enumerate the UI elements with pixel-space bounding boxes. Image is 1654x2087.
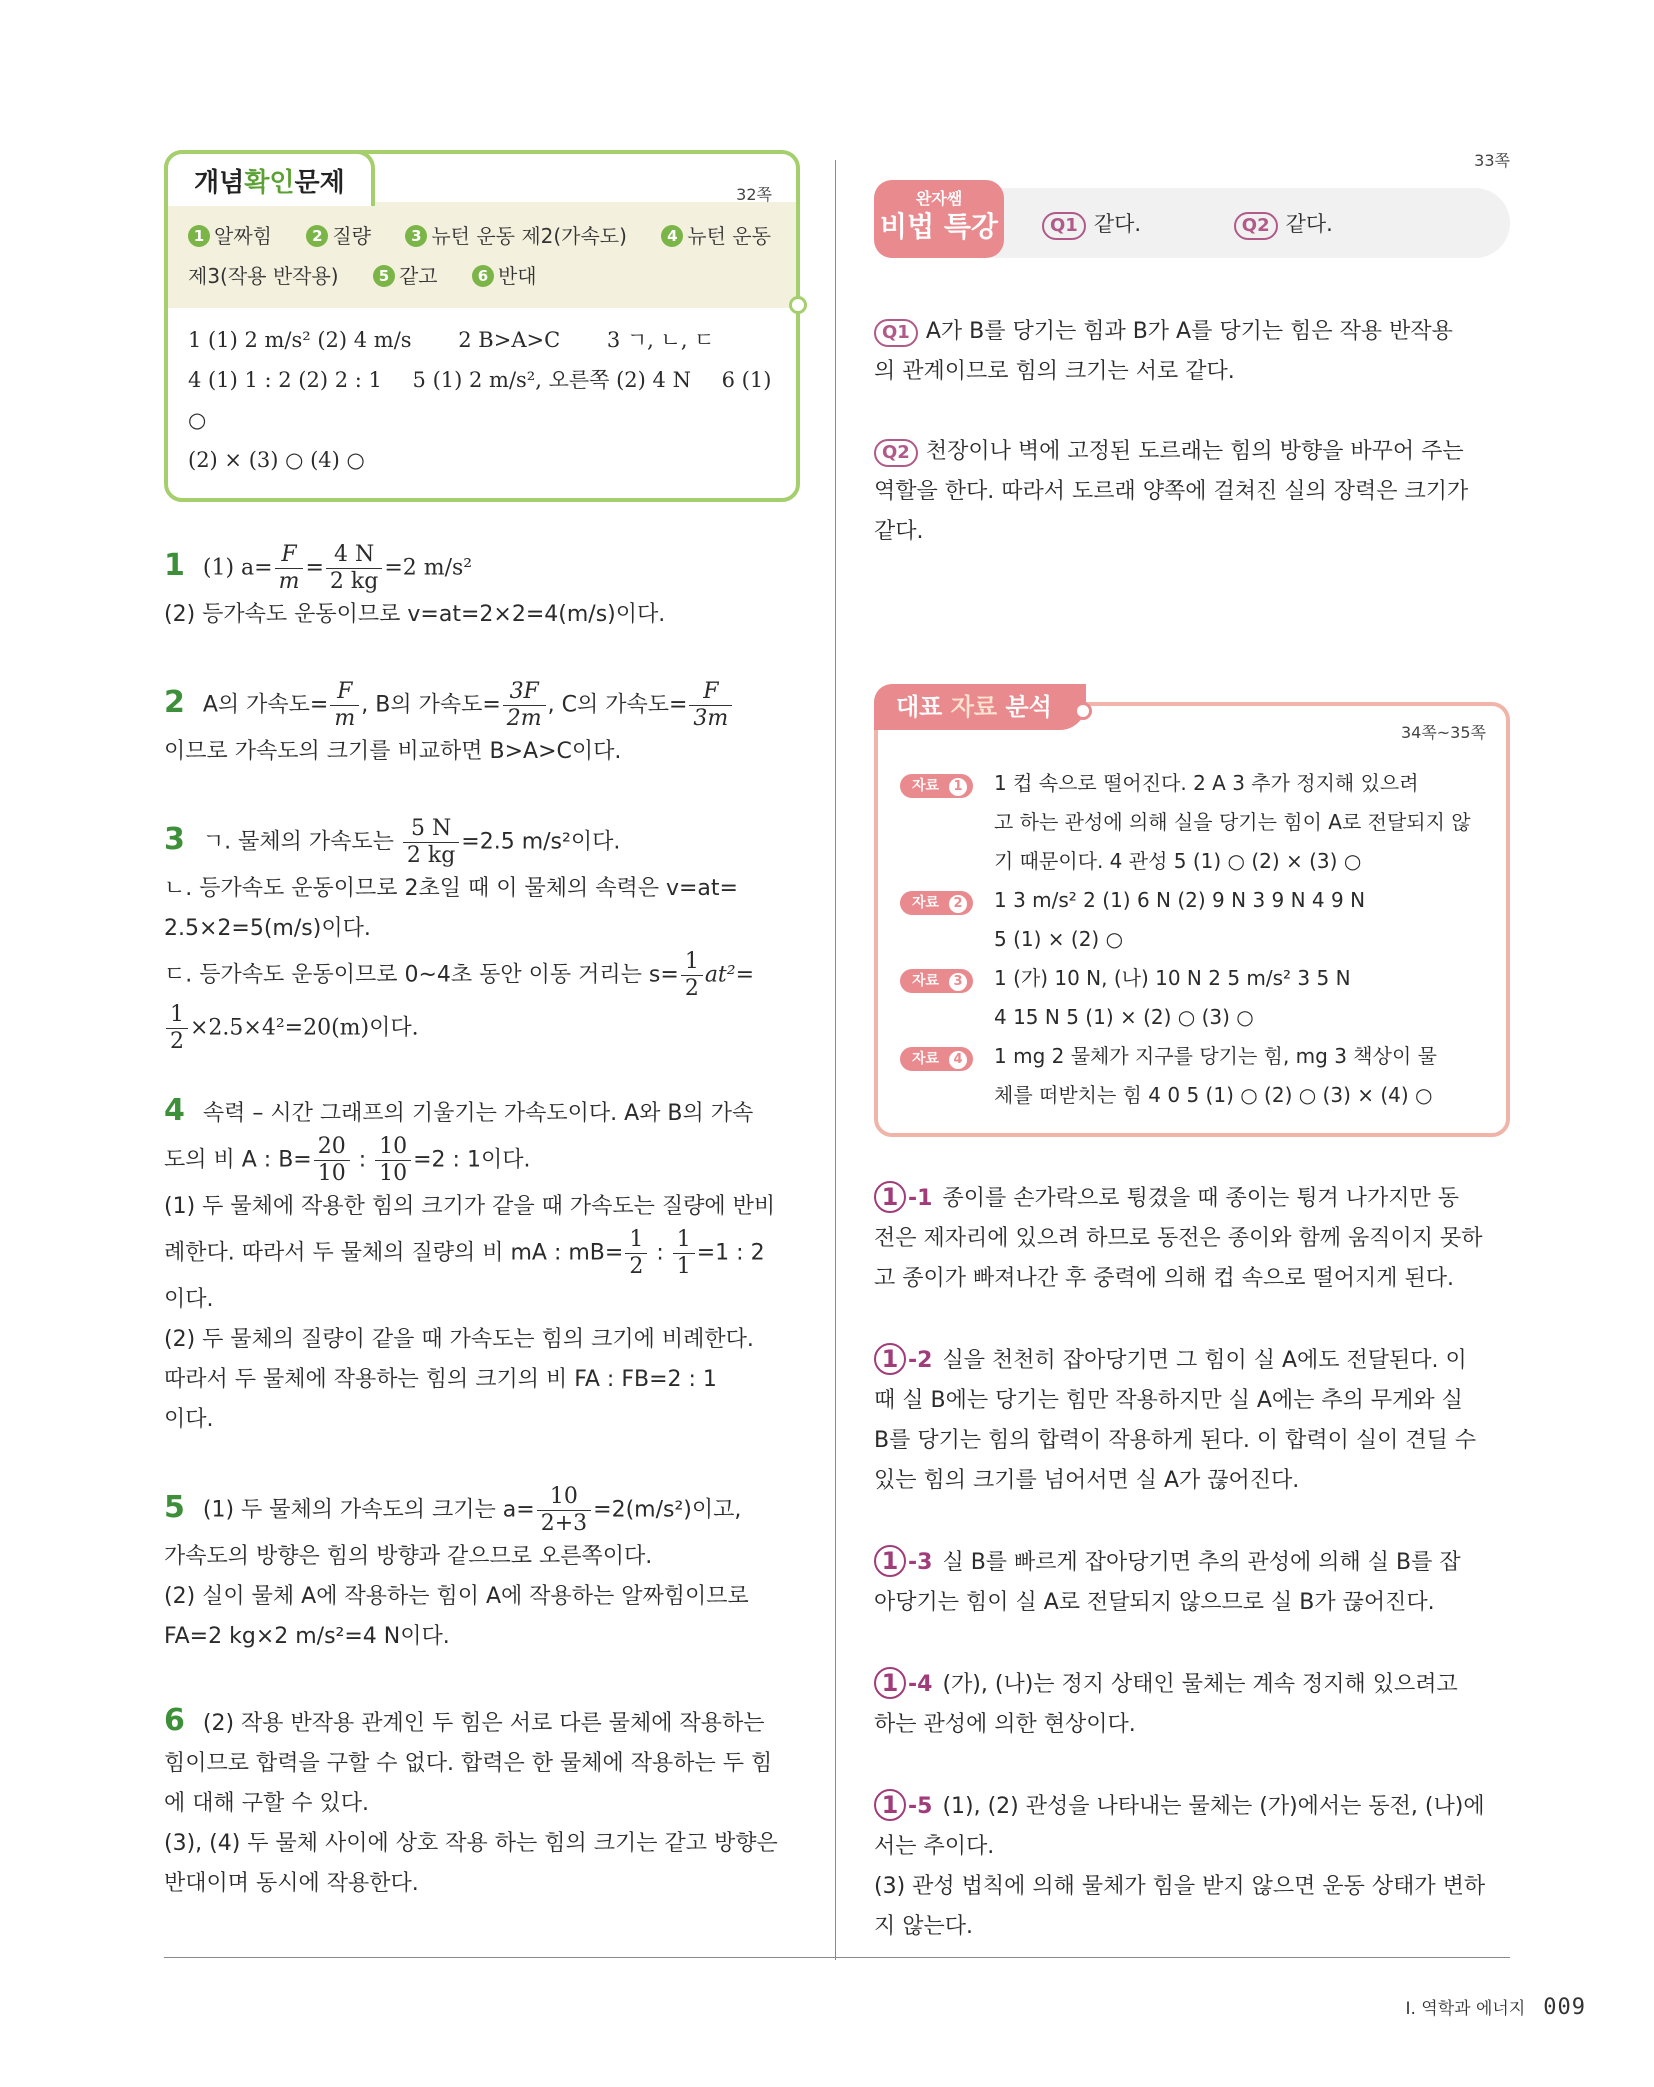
solution-line: $\frac{1}{2}$ ×2.5×4²=20(m)이다. <box>164 1002 800 1055</box>
data-label-badge: 자료 1 <box>900 774 973 798</box>
data-row-4: 자료 4 1 mg 2 물체가 지구를 당기는 힘, mg 3 책상이 물 체를 떠받치는 힘 4 0 5 (1) ○ (2) ○ (3) × (4) ○ <box>900 1037 1484 1115</box>
concept-answers <box>168 308 796 498</box>
solution-line: 가속도의 방향은 힘의 방향과 같으므로 오른쪽이다. <box>164 1544 653 1569</box>
explanation-1-3 <box>874 1541 1510 1623</box>
keyword-6: 6 반대 <box>472 264 537 288</box>
data-label-badge: 자료 2 <box>900 891 973 915</box>
solution-line: FA=2 kg×2 m/s²=4 N이다. <box>164 1624 450 1649</box>
chapter-title: Ⅰ. 역학과 에너지 <box>1405 1999 1526 2019</box>
solution-line: 역할을 한다. 따라서 도르래 양쪽에 걸쳐진 실의 장력은 크기가 <box>874 479 1469 504</box>
solution-line: 같다. <box>874 519 924 544</box>
concept-check-title: 개념 확인 문제 <box>164 150 375 206</box>
solution-3 <box>164 816 800 1055</box>
answer-line: (2) × (3) ○ (4) ○ <box>188 448 365 472</box>
solution-line: 이다. <box>164 1287 214 1312</box>
explanation-1-2 <box>874 1339 1510 1501</box>
concept-page-ref: 32쪽 <box>736 185 772 204</box>
solution-line: 따라서 두 물체에 작용하는 힘의 크기의 비 FA : FB=2 : 1 <box>164 1367 717 1392</box>
solution-line: 전은 제자리에 있으려 하므로 동전은 종이와 함께 움직이지 못하 <box>874 1226 1483 1251</box>
answer-line: 1 (1) 2 m/s² (2) 4 m/s 2 B>A>C 3 ㄱ, ㄴ, ㄷ <box>188 328 715 352</box>
solution-line: (3), (4) 두 물체 사이에 상호 작용 하는 힘의 크기는 같고 방향은 <box>164 1831 778 1856</box>
footer-rule <box>164 1957 1510 1958</box>
right-column <box>874 150 1510 1947</box>
page-ref-33: 33쪽 <box>1474 151 1510 170</box>
data-label-badge: 자료 4 <box>900 1047 973 1071</box>
solution-1 <box>164 542 800 635</box>
solution-line: (3) 관성 법칙에 의해 물체가 힘을 받지 않으면 운동 상태가 변하 <box>874 1874 1486 1899</box>
keyword-4: 4 뉴턴 운동 제3(작용 반작용) <box>188 224 771 288</box>
solution-line: 6 (2) 작용 반작용 관계인 두 힘은 서로 다른 물체에 작용하는 <box>164 1703 765 1738</box>
solution-line: 이다. <box>164 1407 214 1432</box>
solution-line: 지 않는다. <box>874 1914 973 1939</box>
special-tips-answers: Q1 같다. Q2 같다. <box>1042 208 1333 240</box>
solution-5 <box>164 1484 800 1657</box>
column-divider <box>835 160 836 1960</box>
page-number: 009 <box>1543 1995 1586 2020</box>
explanation-1-5 <box>874 1785 1510 1947</box>
answer-line: 4 (1) 1 : 2 (2) 2 : 1 5 (1) 2 m/s², 오른쪽 (2) 4 N 6 (1) ○ <box>188 368 772 432</box>
keyword-2: 2 질량 <box>306 224 371 248</box>
solution-line: ㄷ. 등가속도 운동이므로 0~4초 동안 이동 거리는 s= $\frac{1}{2}$ at²= <box>164 949 755 1001</box>
data-page-ref: 34쪽~35쪽 <box>1400 723 1486 742</box>
solution-line: 1 -5 (1), (2) 관성을 나타내는 물체는 (가)에서는 동전, (나)에 <box>874 1785 1510 1827</box>
ring-decoration <box>1074 702 1092 720</box>
q1-badge: Q1 <box>874 319 918 347</box>
special-tips-bar <box>874 180 1510 258</box>
q2-badge: Q2 <box>874 439 918 467</box>
keyword-1: 1 알짜힘 <box>188 224 272 248</box>
solution-line: 1 -4 (가), (나)는 정지 상태인 물체는 계속 정지해 있으려고 <box>874 1663 1510 1705</box>
solution-line: 1 (1) a= $\frac{F}{m}$ = $\frac{4 N}{2 kg}$ =2 m/s² <box>164 542 473 594</box>
explanation-1-1 <box>874 1177 1510 1299</box>
solution-line: 2 A의 가속도= $\frac{F}{m}$ , B의 가속도= $\frac{3F}{2m}$ , C의 가속도= $\frac{F}{3m}$ <box>164 679 800 732</box>
keyword-5: 5 같고 <box>373 264 438 288</box>
solution-line: (1) 두 물체에 작용한 힘의 크기가 같을 때 가속도는 질량에 반비 <box>164 1194 776 1219</box>
keyword-3: 3 뉴턴 운동 제2(가속도) <box>405 224 627 248</box>
solution-line: 4 속력 – 시간 그래프의 기울기는 가속도이다. A와 B의 가속 <box>164 1093 754 1128</box>
special-tips-badge: 완자쌤 비법 특강 <box>874 180 1004 258</box>
solution-line: 5 (1) 두 물체의 가속도의 크기는 a= $\frac{10}{2+3}$ =2(m/s²)이고, <box>164 1484 742 1536</box>
left-column <box>164 150 800 1904</box>
data-row-1: 자료 1 1 컵 속으로 떨어진다. 2 A 3 추가 정지해 있으려 고 하는 관성에 의해 실을 당기는 힘이 A로 전달되지 않 기 때문이다. 4 관성 5 (1) ○ (2) × (3) ○ <box>900 764 1484 881</box>
concept-keywords <box>168 202 796 308</box>
solution-line: Q1 A가 B를 당기는 힘과 B가 A를 당기는 힘은 작용 반작용 <box>874 312 1510 352</box>
concept-check-box <box>164 150 800 502</box>
solution-line: (2) 등가속도 운동이므로 v=at=2×2=4(m/s)이다. <box>164 602 666 627</box>
solution-line: 1 -3 실 B를 빠르게 잡아당기면 추의 관성에 의해 실 B를 잡 <box>874 1541 1510 1583</box>
solution-line: 서는 추이다. <box>874 1834 995 1859</box>
solution-line: 례한다. 따라서 두 물체의 질량의 비 mA : mB= $\frac{1}{2}$ : $\frac{1}{1}$ =1 : 2 <box>164 1227 765 1279</box>
solution-line: 반대이며 동시에 작용한다. <box>164 1871 419 1896</box>
solution-line: 하는 관성에 의한 현상이다. <box>874 1712 1136 1737</box>
special-q1-explanation <box>874 312 1510 392</box>
solution-line: (2) 실이 물체 A에 작용하는 힘이 A에 작용하는 알짜힘이므로 <box>164 1584 749 1609</box>
solution-line: 도의 비 A : B= $\frac{20}{10}$ : $\frac{10}{10}$ =2 : 1이다. <box>164 1134 531 1186</box>
solution-line: 1 -1 종이를 손가락으로 튕겼을 때 종이는 튕겨 나가지만 동 <box>874 1177 1510 1219</box>
solution-line: 의 관계이므로 힘의 크기는 서로 같다. <box>874 359 1235 384</box>
q2-badge: Q2 <box>1234 212 1278 240</box>
data-analysis-box <box>874 693 1510 1137</box>
solution-line: 3 ㄱ. 물체의 가속도는 $\frac{5 N}{2 kg}$ =2.5 m/s²이다. <box>164 816 621 868</box>
explanation-1-4 <box>874 1663 1510 1745</box>
data-analysis-title: 대표 자료 분석 <box>874 684 1086 730</box>
data-label-badge: 자료 3 <box>900 969 973 993</box>
solution-line: 2.5×2=5(m/s)이다. <box>164 916 371 941</box>
data-row-2: 자료 2 1 3 m/s² 2 (1) 6 N (2) 9 N 3 9 N 4 9 N 5 (1) × (2) ○ <box>900 881 1484 959</box>
solution-line: Q2 천장이나 벽에 고정된 도르래는 힘의 방향을 바꾸어 주는 <box>874 432 1510 472</box>
solution-2 <box>164 679 800 772</box>
solution-line: B를 당기는 힘의 합력이 작용하게 된다. 이 합력이 실이 견딜 수 <box>874 1428 1477 1453</box>
solution-line: 아당기는 힘이 실 A로 전달되지 않으므로 실 B가 끊어진다. <box>874 1590 1435 1615</box>
ring-decoration <box>789 296 807 314</box>
solution-line: (2) 두 물체의 질량이 같을 때 가속도는 힘의 크기에 비례한다. <box>164 1327 754 1352</box>
solution-line: 1 -2 실을 천천히 잡아당기면 그 힘이 실 A에도 전달된다. 이 <box>874 1339 1510 1381</box>
q1-badge: Q1 <box>1042 212 1086 240</box>
solution-4 <box>164 1091 800 1440</box>
solution-line: 있는 힘의 크기를 넘어서면 실 A가 끊어진다. <box>874 1468 1300 1493</box>
special-q2-explanation <box>874 432 1510 552</box>
solution-line: 때 실 B에는 당기는 힘만 작용하지만 실 A에는 추의 무게와 실 <box>874 1388 1463 1413</box>
solution-line: ㄴ. 등가속도 운동이므로 2초일 때 이 물체의 속력은 v=at= <box>164 876 738 901</box>
data-row-3: 자료 3 1 (가) 10 N, (나) 10 N 2 5 m/s² 3 5 N 4 15 N 5 (1) × (2) ○ (3) ○ <box>900 959 1484 1037</box>
solution-line: 에 대해 구할 수 있다. <box>164 1791 369 1816</box>
solution-6 <box>164 1701 800 1904</box>
solution-line: 힘이므로 합력을 구할 수 없다. 합력은 한 물체에 작용하는 두 힘 <box>164 1751 773 1776</box>
page-footer <box>1405 1994 1586 2020</box>
solution-line: 이므로 가속도의 크기를 비교하면 B>A>C이다. <box>164 739 622 764</box>
solution-line: 고 종이가 빠져나간 후 중력에 의해 컵 속으로 떨어지게 된다. <box>874 1266 1454 1291</box>
